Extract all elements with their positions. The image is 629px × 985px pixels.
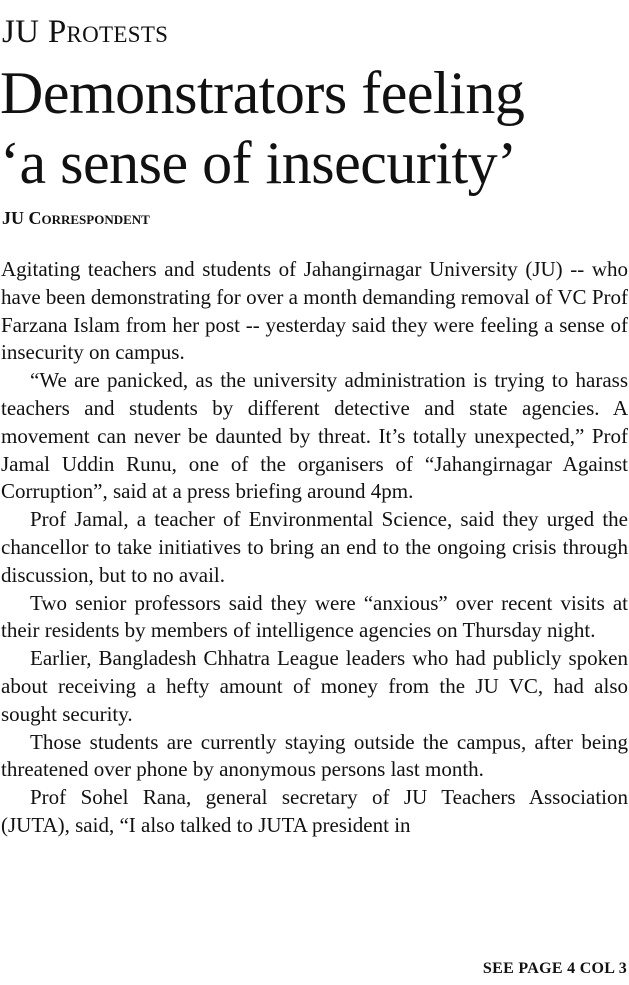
paragraph: Prof Jamal, a teacher of Environmental Science, said they urged the chancellor to take initiatives to bring an end to the ongoing crisis through discussion, but to no avail.: [1, 507, 628, 587]
headline-line-2: ‘a sense of insecurity’: [0, 130, 517, 196]
paragraph: Two senior professors said they were “anxious” over recent visits at their residents by members of intelligence agencies on Thursday night.: [1, 590, 628, 643]
paragraph: Earlier, Bangladesh Chhatra League leaders who had publicly spoken about receiving a hefty amount of money from the JU VC, had also sought security.: [1, 646, 628, 726]
paragraph: “We are panicked, as the university administration is trying to harass teachers and students by different detective and state agencies. A movement can never be daunted by threat. It’s totally unexpected,” Prof Jamal Uddin Runu, one of the organisers of “Jahangirnagar Against Corruption”, said at a press briefing around 4pm.: [1, 368, 628, 504]
headline: [0, 58, 629, 198]
paragraph: Prof Sohel Rana, general secretary of JU Teachers Association (JUTA), said, “I also talked to JUTA president in: [1, 785, 628, 837]
headline-line-1: Demonstrators feeling: [0, 60, 525, 126]
section-kicker: JU Protests: [2, 14, 169, 50]
article-body: [1, 256, 628, 840]
paragraph: Agitating teachers and students of Jahangirnagar University (JU) -- who have been demonstrating for over a month demanding removal of VC Prof Farzana Islam from her post -- yesterday said they were feeling a sense of insecurity on campus.: [1, 257, 628, 365]
continued-jump-line: SEE PAGE 4 COL 3: [482, 960, 627, 977]
byline: JU Correspondent: [2, 208, 150, 228]
paragraph: Those students are currently staying outside the campus, after being threatened over phone by anonymous persons last month.: [1, 729, 628, 782]
